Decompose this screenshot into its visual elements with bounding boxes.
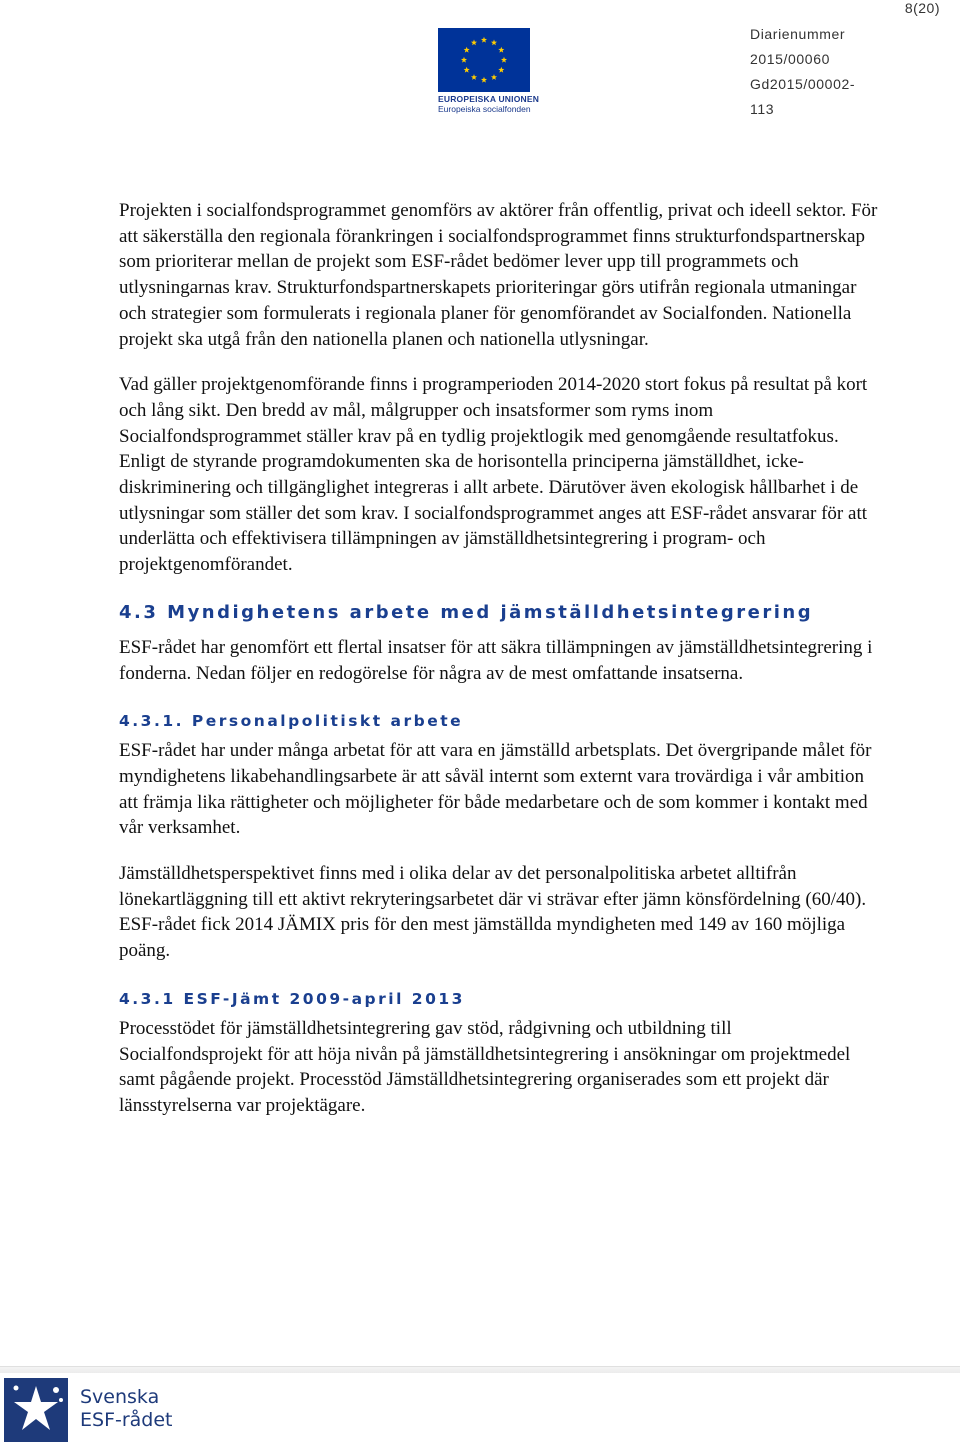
page-number: 8(20) xyxy=(904,0,940,16)
diary-ref: Gd2015/00002- xyxy=(750,76,856,92)
esf-star-logo-icon xyxy=(4,1378,68,1442)
eu-logo xyxy=(438,28,540,114)
paragraph-insatser: ESF-rådet har genomfört ett flertal insatser för att säkra tillämpningen av jämställdhetsintegrering i fonderna. Nedan följer en redogörelse för några av de mest omfattande insatserna. xyxy=(119,636,873,684)
diary-ref-cont: 113 xyxy=(750,101,775,117)
eu-logo-line1: EUROPEISKA UNIONEN xyxy=(438,94,540,104)
section-heading-4-3: 4.3 Myndighetens arbete med jämställdhetsintegrering xyxy=(119,601,814,623)
footer-band xyxy=(0,1366,960,1373)
diary-label: Diarienummer xyxy=(750,26,846,42)
document-body xyxy=(119,198,879,1139)
paragraph-processtod: Processtödet för jämställdhetsintegrering gav stöd, rådgivning och utbildning till Socialfondsprojekt för att höja nivån på jämställdhetsintegrering i ansökningar om projektmedel samt pågående projekt. Processtöd Jämställdhetsintegrering organiserades som ett projekt där länsstyrelserna var projektägare. xyxy=(119,1017,851,1116)
paragraph-implementation: Vad gäller projektgenomförande finns i programperioden 2014-2020 stort fokus på resultat på kort och lång sikt. Den bredd av mål, målgrupper och insatsformer som ryms inom Socialfondsprogrammet ställer krav på en tydlig projektlogik med genomgående resultatfokus. Enligt de styrande programdokumenten ska de horisontella principerna jämställdhet, icke-diskriminering och tillgänglighet integreras i allt arbete. Därutöver även ekologisk hållbarhet i de utlysningar som ställer det som krav. I socialfondsprogrammet anges att ESF-rådet ansvarar för att underlätta och effektivisera tillämpningen av jämställdhetsintegrering i program- och projektgenomförandet. xyxy=(119,374,868,576)
diary-number-block xyxy=(750,22,855,122)
eu-flag-icon xyxy=(438,28,530,92)
paragraph-projects: Projekten i socialfondsprogrammet genomförs av aktörer från offentlig, privat och ideell sektor. För att säkerställa den regionala förankringen i socialfondsprogrammet finns strukturfondspartnerskap som prioriterar mellan de projekt som ESF-rådet bedömer lever upp till programmets och utlysningarnas krav. Strukturfondspartnerskapets prioriteringar görs utifrån regionala utmaningar och strategier som formulerats i regionala planer för genomförandet av Socialfonden. Nationella projekt ska utgå från den nationella planen och nationella utlysningar. xyxy=(119,200,878,350)
section-heading-4-3-1: 4.3.1. Personalpolitiskt arbete xyxy=(119,712,464,731)
diary-number: 2015/00060 xyxy=(750,51,830,67)
section-heading-esf-jamt: 4.3.1 ESF-Jämt 2009-april 2013 xyxy=(119,989,465,1008)
eu-logo-line2: Europeiska socialfonden xyxy=(438,104,531,114)
footer-logo-line2: ESF-rådet xyxy=(80,1409,173,1431)
paragraph-workplace: ESF-rådet har under många arbetat för att vara en jämställd arbetsplats. Det övergripande målet för myndighetens likabehandlingsarbete är att såväl internt som externt vara trovärdiga i vår ambition att främja lika rättigheter och möjligheter för både medarbetare och de som kommer i kontakt med vår verksamhet. xyxy=(119,740,872,839)
footer-logo-line1: Svenska xyxy=(80,1386,160,1408)
footer xyxy=(0,1366,960,1446)
paragraph-perspective: Jämställdhetsperspektivet finns med i olika delar av det personalpolitiska arbetet alltifrån lönekartläggning till ett aktivt rekryteringsarbetet där vi strävar efter jämn könsfördelning (60/40). ESF-rådet fick 2014 JÄMIX pris för den mest jämställda myndigheten med 149 av 160 möjliga poäng. xyxy=(119,863,867,962)
